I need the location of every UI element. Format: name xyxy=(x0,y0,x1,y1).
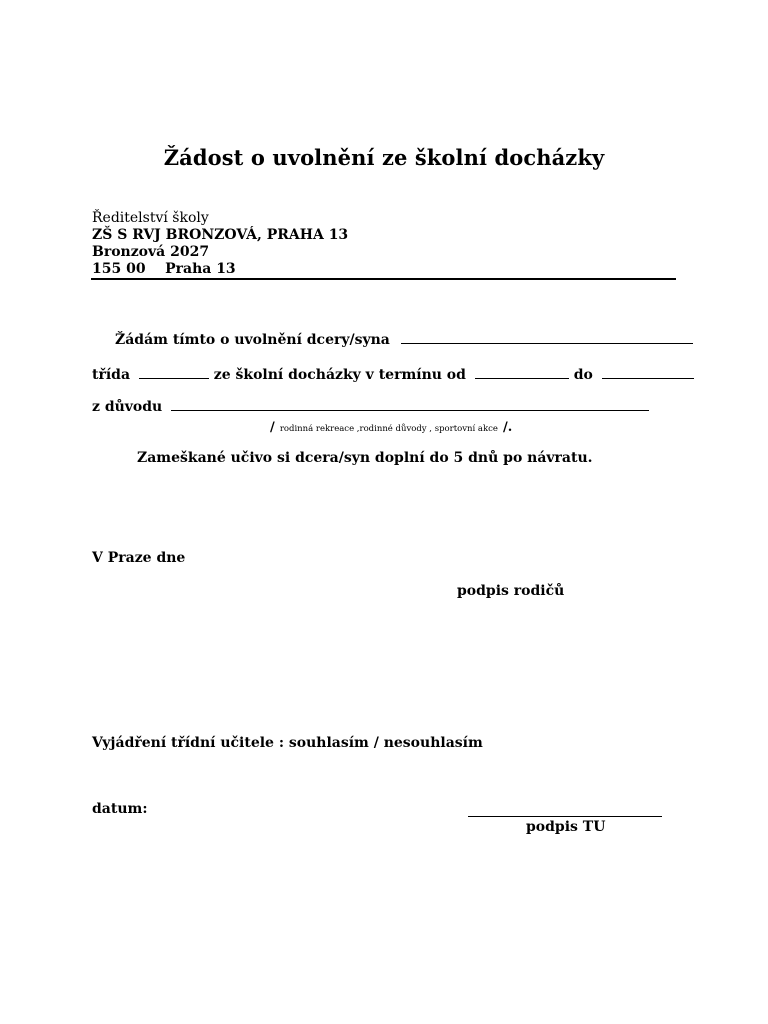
address-line-1: Ředitelství školy xyxy=(92,210,209,226)
address-line-3: Bronzová 2027 xyxy=(92,244,210,260)
parent-signature-label: podpis rodičů xyxy=(457,583,565,599)
child-label: Žádám tímto o uvolnění dcery/syna xyxy=(115,332,390,348)
reason-field[interactable] xyxy=(171,398,649,411)
address-city: Praha 13 xyxy=(165,261,236,277)
reason-hint xyxy=(270,416,512,435)
teacher-statement: Vyjádření třídní učitele : souhlasím / nesouhlasím xyxy=(92,735,483,751)
reason-row xyxy=(92,398,649,415)
hint-open: / xyxy=(270,420,275,435)
date-to-field[interactable] xyxy=(602,366,694,379)
address-line-4 xyxy=(92,261,236,278)
child-row xyxy=(115,331,693,348)
header-divider xyxy=(91,278,676,280)
term-row xyxy=(92,366,694,383)
date-label: datum: xyxy=(92,801,148,817)
to-label: do xyxy=(573,367,593,383)
hint-close: /. xyxy=(503,420,513,435)
reason-label: z důvodu xyxy=(92,399,163,415)
date-from-field[interactable] xyxy=(475,366,569,379)
document-title: Žádost o uvolnění ze školní docházky xyxy=(163,145,605,170)
class-label: třída xyxy=(92,367,131,383)
child-name-field[interactable] xyxy=(401,331,693,344)
makeup-note: Zameškané učivo si dcera/syn doplní do 5 dnů po návratu. xyxy=(137,450,593,466)
teacher-signature-line[interactable] xyxy=(468,816,662,817)
term-label: ze školní docházky v termínu od xyxy=(213,367,466,383)
address-line-2: ZŠ S RVJ BRONZOVÁ, PRAHA 13 xyxy=(92,227,349,243)
hint-text: rodinná rekreace ,rodinné důvody , sportovní akce xyxy=(279,424,498,434)
class-field[interactable] xyxy=(139,366,209,379)
address-zip: 155 00 xyxy=(92,261,146,277)
teacher-signature-label: podpis TU xyxy=(526,819,606,835)
place-date: V Praze dne xyxy=(92,550,186,566)
